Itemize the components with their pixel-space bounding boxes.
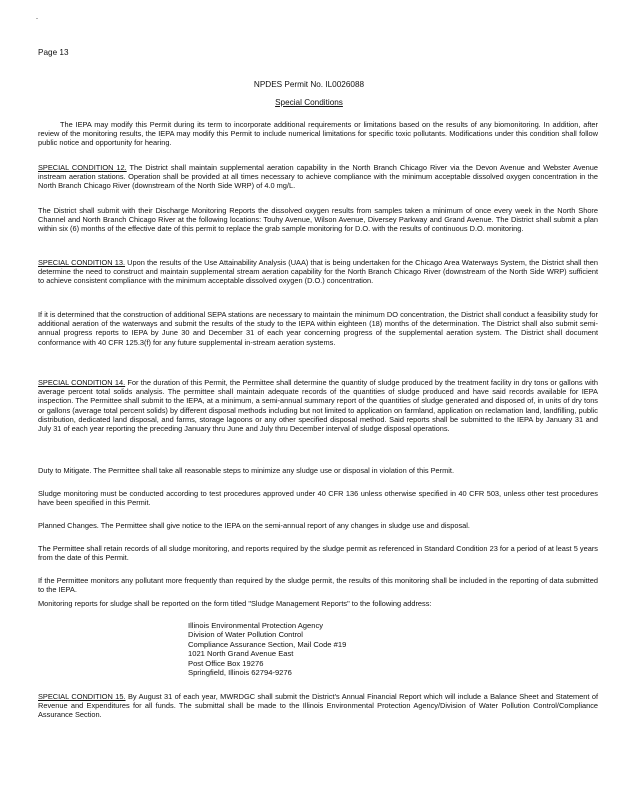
paragraph-biomonitoring [38, 120, 598, 148]
condition-label: SPECIAL CONDITION 13. [38, 258, 126, 267]
condition-text: For the duration of this Permit, the Permittee shall determine the quantity of sludge produced by the treatment facility in dry tons or gallons with average percent total solids analysis. The permittee shall maintain adequate records of the quantities of sludge produced and have said records available for IEPA inspection. The Permittee shall submit to the IEPA, at a minimum, a semi-annual summary report of the quantities of sludge generated and disposed of, in units of dry tons or gallons (average total percent solids) by different disposal methods including but not limited to application on farmland, application on reclamation land, landfilling, public distribution, dedicated land disposal, and farms, storage lagoons or any other specified disposal method. Said reports shall be submitted to the IEPA by January 31 and July 31 of each year reporting the preceding January thru June and July thru December interval of sludge disposal operations. [38, 378, 598, 434]
paragraph-text: The District shall submit with their Discharge Monitoring Reports the dissolved oxygen results from samples taken a minimum of once every week in the North Shore Channel and North Branch Chicago River at the following locations: Touhy Avenue, Wilson Avenue, Diversey Parkway and Grand Avenue. The District shall submit a plan within six (6) months of the effective date of this permit to replace the grab sample monitoring for D.O. with the results of continuous D.O. monitoring. [38, 206, 598, 234]
special-condition-13 [38, 258, 598, 286]
page-number: Page 13 [38, 48, 69, 57]
address-line: Compliance Assurance Section, Mail Code #19 [188, 639, 347, 649]
permit-number: NPDES Permit No. IL0026088 [253, 80, 365, 89]
paragraph-frequent-monitoring [38, 576, 598, 594]
paragraph-monitoring-reports [38, 599, 598, 608]
paragraph-text: Monitoring reports for sludge shall be reported on the form titled "Sludge Management Reports" to the following address: [38, 599, 432, 608]
address-line: Illinois Environmental Protection Agency [188, 621, 324, 630]
paragraph-text: The IEPA may modify this Permit during its term to incorporate additional requirements or limitations based on the results of any biomonitoring. In addition, after review of the monitoring results, the IEPA may modify this Permit to include numerical limitations for specific toxic pollutants. Modifications under this condition shall follow public notice and opportunity for hearing. [38, 120, 598, 148]
condition-text: Upon the results of the Use Attainability Analysis (UAA) that is being undertaken for the Chicago Area Waterways System, the District shall then determine the need to construct and maintain supplemental stream aeration capability for the North Branch Chicago River (downstream of the North Side WRP) sufficient to achieve consistent compliance with the minimum acceptable dissolved oxygen (D.O.) concentration. [38, 258, 598, 286]
paragraph-text: Sludge monitoring must be conducted according to test procedures approved under 40 CFR 136 unless otherwise specified in 40 CFR 503, unless other test procedures have been specified in this Permit. [38, 489, 598, 508]
paragraph-duty-to-mitigate [38, 466, 598, 475]
address-line: Post Office Box 19276 [188, 658, 264, 668]
paragraph-sepa-feasibility [38, 310, 598, 347]
paragraph-text: Planned Changes. The Permittee shall give notice to the IEPA on the semi-annual report of any changes in sludge use and disposal. [38, 521, 470, 530]
paragraph-text: The Permittee shall retain records of all sludge monitoring, and reports required by the sludge permit as referenced in Standard Condition 23 for a period of at least 5 years from the date of this Permit. [38, 544, 598, 563]
condition-text: By August 31 of each year, MWRDGC shall submit the District's Annual Financial Report which will include a Balance Sheet and Statement of Revenue and Expenditures for all funds. The submittal shall be made to the Illinois Environmental Protection Agency/Division of Water Pollution Control/Compliance Assurance Section. [38, 692, 599, 720]
paragraph-text: If the Permittee monitors any pollutant more frequently than required by the sludge permit, the results of this monitoring shall be included in the reporting of data submitted to the IEPA. [38, 576, 598, 595]
address-line: Springfield, Illinois 62794-9276 [188, 668, 292, 678]
corner-mark: - [36, 16, 38, 22]
paragraph-retain-records [38, 544, 598, 562]
special-condition-14 [38, 378, 598, 433]
section-title: Special Conditions [275, 98, 343, 107]
paragraph-sludge-monitoring [38, 489, 598, 507]
paragraph-planned-changes [38, 521, 598, 530]
address-line: Division of Water Pollution Control [188, 630, 303, 640]
paragraph-text: Duty to Mitigate. The Permittee shall take all reasonable steps to minimize any sludge use or disposal in violation of this Permit. [38, 466, 454, 475]
condition-label: SPECIAL CONDITION 14. [38, 378, 126, 387]
mailing-address [188, 621, 346, 677]
special-condition-12 [38, 163, 598, 191]
address-line: 1021 North Grand Avenue East [188, 649, 294, 659]
paragraph-do-monitoring [38, 206, 598, 234]
condition-text: The District shall maintain supplemental aeration capability in the North Branch Chicago River via the Devon Avenue and Webster Avenue instream aeration stations. Operation shall be provided at all times necessary to achieve compliance with the minimum acceptable dissolved oxygen concentration in the North Branch Chicago River (downstream of the North Side WRP) of 4.0 mg/L. [38, 163, 598, 191]
paragraph-text: If it is determined that the construction of additional SEPA stations are necessary to maintain the minimum DO concentration, the District shall conduct a feasibility study for additional aeration of the waterways and submit the results of the study to the IEPA within eighteen (18) months of the determination. The District shall also submit semi-annual progress reports to IEPA by June 30 and December 31 of each year concerning progress of the supplemental aeration system. The District shall document conformance with 40 CFR 125.3(f) for any future supplemental in-stream aeration systems. [38, 310, 598, 347]
condition-label: SPECIAL CONDITION 15. [38, 692, 126, 701]
special-condition-15 [38, 692, 598, 720]
condition-label: SPECIAL CONDITION 12. [38, 163, 127, 172]
